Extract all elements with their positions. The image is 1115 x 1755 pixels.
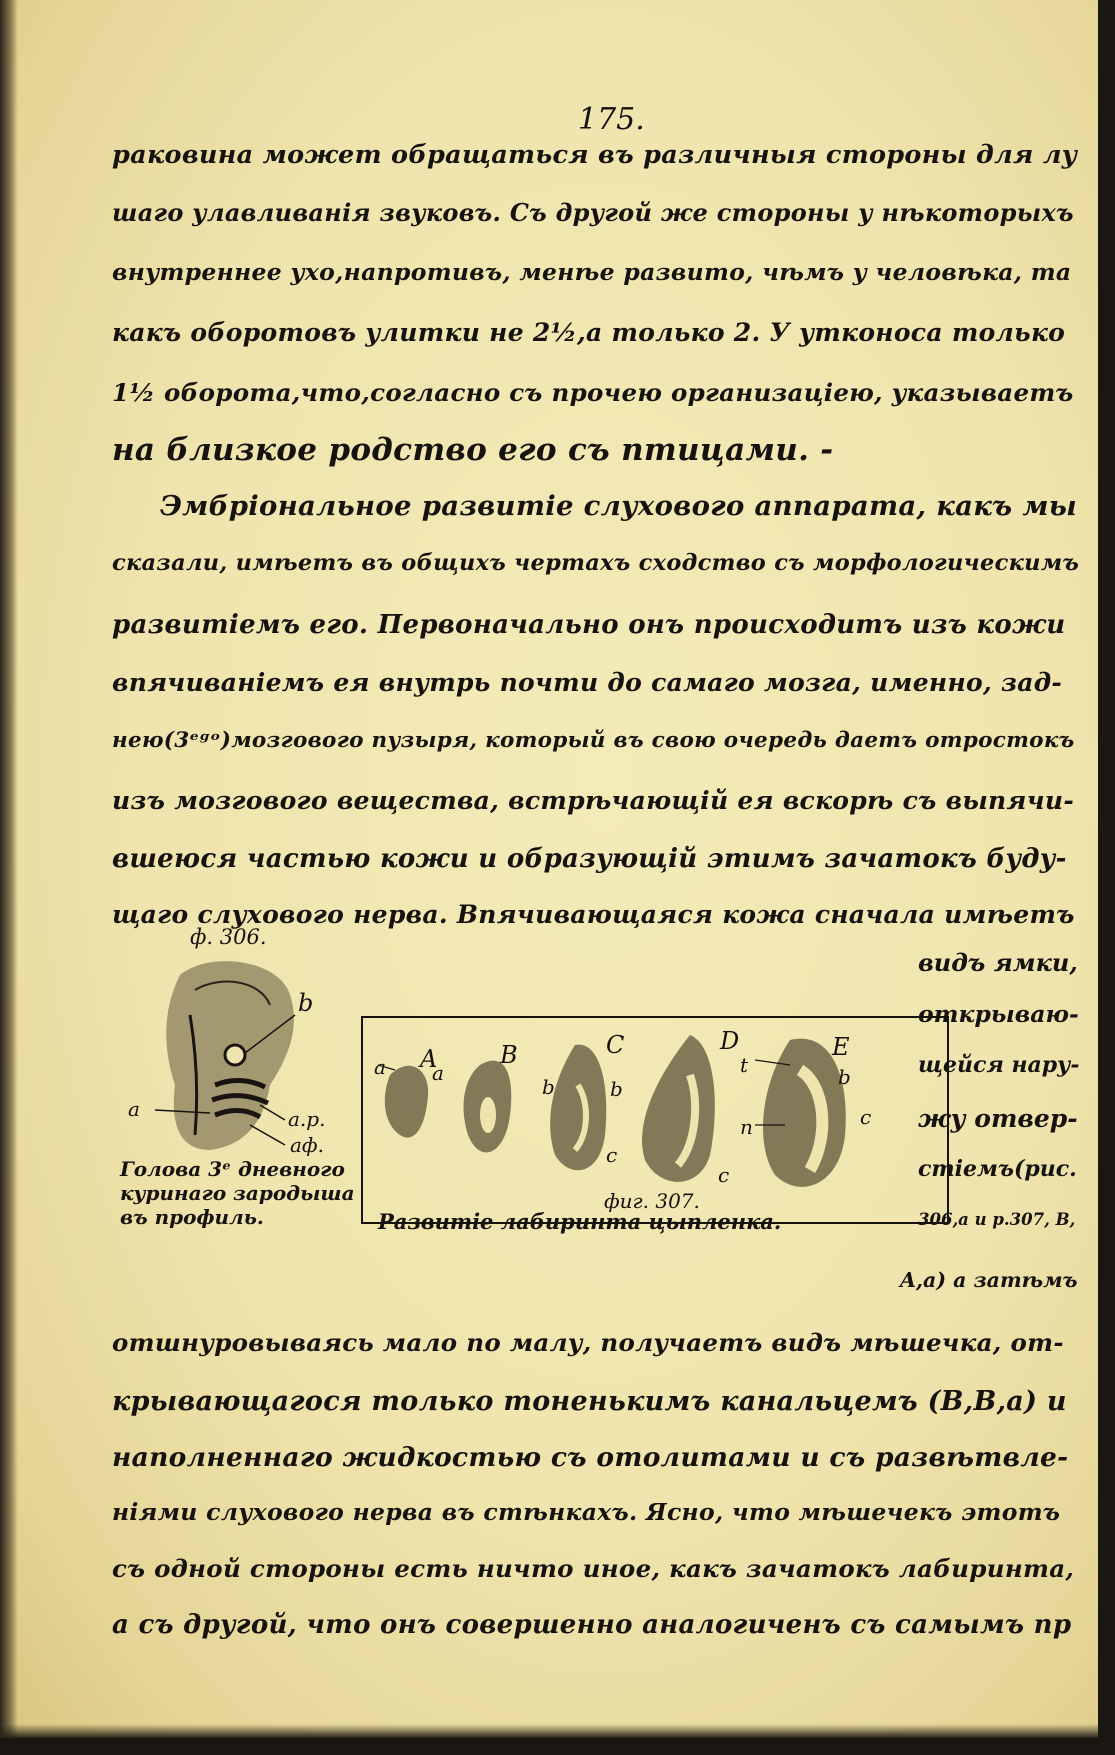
label-b-1: b bbox=[542, 1075, 555, 1099]
label-A: A bbox=[420, 1045, 438, 1073]
text-line: развитіемъ его. Первоначально онъ происходитъ изъ кожи bbox=[112, 610, 1066, 640]
label-n: n bbox=[740, 1115, 753, 1139]
text-line: а съ другой, что онъ совершенно аналогиченъ съ самымъ пр bbox=[112, 1610, 1072, 1640]
figures-region bbox=[120, 925, 910, 1255]
text-line: раковина может обращаться въ различныя стороны для лу bbox=[112, 140, 1078, 170]
figure-307-caption: Развитіе лабиринта цыпленка. bbox=[378, 1209, 782, 1234]
text-line: на близкое родство его съ птицами. - bbox=[112, 432, 834, 468]
side-text-line: стiемъ(рис. bbox=[918, 1156, 1077, 1182]
text-line: шаго улавливанія звуковъ. Съ другой же стороны у нѣкоторыхъ bbox=[112, 198, 1074, 227]
text-line: крывающагося только тоненькимъ канальцемъ (B,B,a) и bbox=[112, 1386, 1067, 1417]
text-line: 1½ оборота,что,согласно съ прочею организацiею, указываетъ bbox=[112, 378, 1074, 407]
page-left-shadow bbox=[0, 0, 18, 1738]
figure-306-caption-line: въ профиль. bbox=[120, 1205, 264, 1229]
text-line: ніями слухового нерва въ стѣнкахъ. Ясно, что мѣшечекъ этотъ bbox=[112, 1498, 1061, 1526]
label-C: C bbox=[606, 1031, 625, 1059]
label-E: E bbox=[832, 1033, 850, 1061]
text-line: съ одной стороны есть ничто иное, какъ зачатокъ лабиринта, bbox=[112, 1554, 1075, 1583]
side-text-line: щейся нару- bbox=[918, 1052, 1080, 1078]
figure-306-number: ф. 306. bbox=[190, 925, 267, 949]
label-a-left: a bbox=[374, 1055, 386, 1079]
text-line: внутреннее ухо,напротивъ, менѣе развито, чѣмъ у человѣка, та bbox=[112, 258, 1072, 286]
text-line: какъ оборотовъ улитки не 2½,а только 2. У утконоса только bbox=[112, 318, 1066, 347]
paragraph-start-line: Эмбріональное развитіе слухового аппарата, какъ мы bbox=[160, 490, 1078, 522]
label-b-3: b bbox=[838, 1065, 851, 1089]
label-b: b bbox=[298, 989, 314, 1017]
page-number: 175. bbox=[578, 102, 645, 137]
page-bottom-shadow bbox=[0, 1724, 1098, 1738]
label-c-1: c bbox=[606, 1143, 618, 1167]
label-c-3: c bbox=[860, 1105, 872, 1129]
label-t: t bbox=[740, 1053, 749, 1077]
text-line: вшеюся частью кожи и образующiй этимъ зачатокъ буду- bbox=[112, 844, 1067, 874]
text-line: впячиванiемъ ея внутрь почти до самаго мозга, именно, зад- bbox=[112, 668, 1063, 697]
text-line: изъ мозгового вещества, встрѣчающiй ея вскорѣ съ выпячи- bbox=[112, 786, 1075, 815]
side-text-line: A,a) а затѣмъ bbox=[900, 1268, 1078, 1292]
text-line: щаго слухового нерва. Впячивающаяся кожа сначала имѣетъ bbox=[112, 900, 1075, 929]
figure-306-caption-line: Голова 3ᵉ дневного bbox=[120, 1157, 345, 1181]
label-D: D bbox=[720, 1027, 740, 1055]
label-b-2: b bbox=[610, 1077, 623, 1101]
label-B: B bbox=[500, 1041, 518, 1069]
figure-306-caption-line: куринаго зародыша bbox=[120, 1181, 355, 1205]
text-line: наполненнаго жидкостью съ отолитами и съ развѣтвле- bbox=[112, 1442, 1069, 1473]
label-a-inner: a bbox=[432, 1061, 444, 1085]
label-af: аф. bbox=[290, 1133, 324, 1157]
label-ap: a.p. bbox=[288, 1107, 326, 1131]
side-text-line: видъ ямки, bbox=[918, 948, 1078, 977]
text-line: нею(3ᵉᵍᵒ)мозгового пузыря, который въ свою очередь даетъ отростокъ bbox=[112, 728, 1075, 753]
label-c-2: c bbox=[718, 1163, 730, 1187]
side-text-line: открываю- bbox=[918, 1000, 1079, 1028]
text-line: отшнуровываясь мало по малу, получаетъ видъ мѣшечка, от- bbox=[112, 1328, 1064, 1357]
text-line: сказали, имѣетъ въ общихъ чертахъ сходство съ морфологическимъ bbox=[112, 550, 1080, 576]
figure-307-number: фиг. 307. bbox=[604, 1189, 700, 1213]
label-a: a bbox=[128, 1097, 140, 1121]
side-text-line: жу отвер- bbox=[918, 1104, 1078, 1133]
side-text-line: 306,a и р.307, B, bbox=[918, 1210, 1076, 1229]
